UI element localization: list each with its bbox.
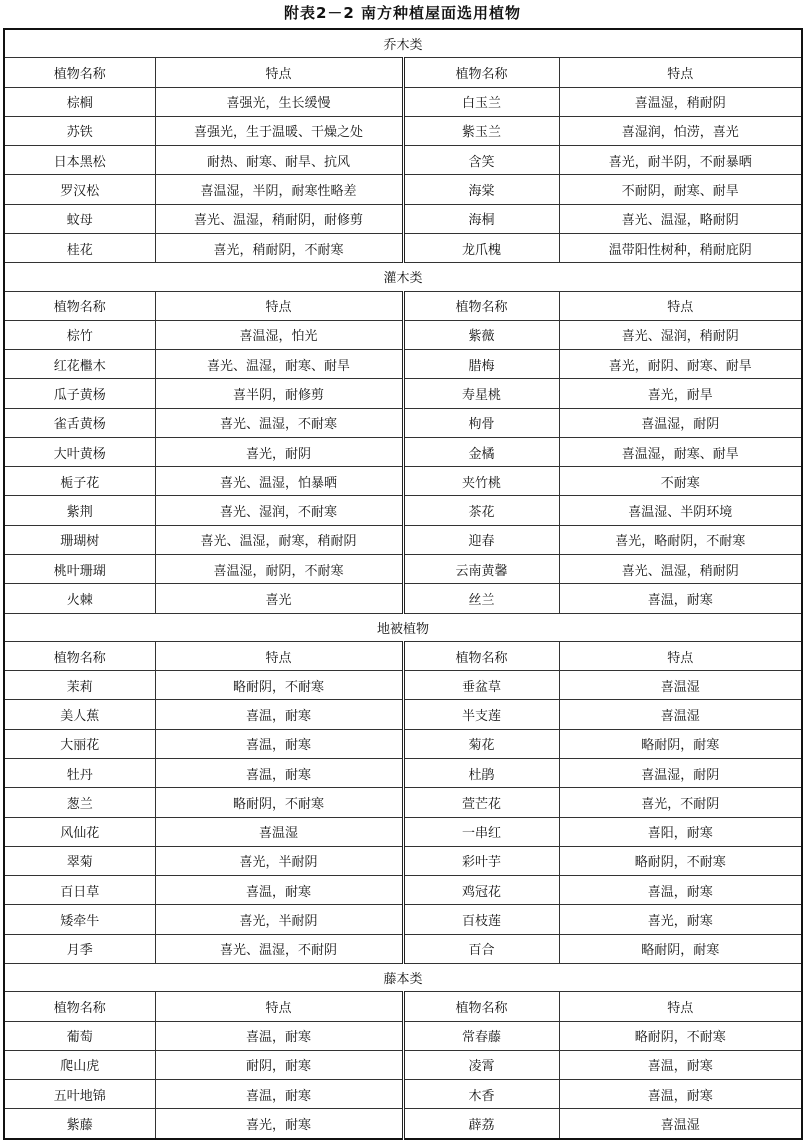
- plant-feature-cell: 温带阳性树种，稍耐庇阴: [559, 233, 802, 262]
- plant-name-cell: 金橘: [403, 437, 559, 466]
- table-row: [4, 408, 802, 437]
- plant-name-cell: 瓜子黄杨: [4, 379, 155, 408]
- plant-feature-cell: 喜光，耐半阴，不耐暴晒: [559, 146, 802, 175]
- plant-name-cell: 蚊母: [4, 204, 155, 233]
- column-header-feature: 特点: [559, 992, 802, 1021]
- section-header-row: [4, 263, 802, 291]
- plant-feature-cell: 喜温湿: [155, 817, 403, 846]
- plant-name-cell: 珊瑚树: [4, 525, 155, 554]
- plant-name-cell: 迎春: [403, 525, 559, 554]
- plant-feature-cell: 喜温，耐寒: [155, 759, 403, 788]
- table-row: [4, 729, 802, 758]
- plant-feature-cell: 喜温湿，耐阴: [559, 759, 802, 788]
- plant-feature-cell: 喜半阴，耐修剪: [155, 379, 403, 408]
- plant-name-cell: 寿星桃: [403, 379, 559, 408]
- plant-name-cell: 栀子花: [4, 467, 155, 496]
- plant-name-cell: 矮牵牛: [4, 905, 155, 934]
- plant-name-cell: 大丽花: [4, 729, 155, 758]
- plant-feature-cell: 喜光，不耐阴: [559, 788, 802, 817]
- table-row: [4, 525, 802, 554]
- plant-feature-cell: 喜温湿、半阴环境: [559, 496, 802, 525]
- plant-feature-cell: 喜强光，生长缓慢: [155, 87, 403, 116]
- plant-name-cell: 半支莲: [403, 700, 559, 729]
- plant-feature-cell: 喜湿润，怕涝，喜光: [559, 116, 802, 145]
- table-row: [4, 146, 802, 175]
- table-row: [4, 846, 802, 875]
- column-header-name: 植物名称: [4, 641, 155, 670]
- plant-feature-cell: 耐热、耐寒、耐旱、抗风: [155, 146, 403, 175]
- plant-table-body: [4, 29, 802, 1139]
- table-row: [4, 1109, 802, 1139]
- plant-name-cell: 桂花: [4, 233, 155, 262]
- plant-feature-cell: 喜温湿，耐阴: [559, 408, 802, 437]
- plant-name-cell: 鸡冠花: [403, 876, 559, 905]
- plant-name-cell: 茉莉: [4, 671, 155, 700]
- plant-name-cell: 火棘: [4, 584, 155, 613]
- plant-feature-cell: 耐阴，耐寒: [155, 1050, 403, 1079]
- column-header-row: [4, 641, 802, 670]
- table-row: [4, 876, 802, 905]
- plant-name-cell: 紫藤: [4, 1109, 155, 1139]
- plant-name-cell: 雀舌黄杨: [4, 408, 155, 437]
- plant-name-cell: 葱兰: [4, 788, 155, 817]
- plant-name-cell: 杜鹃: [403, 759, 559, 788]
- table-row: [4, 1050, 802, 1079]
- plant-name-cell: 紫薇: [403, 320, 559, 349]
- column-header-row: [4, 291, 802, 320]
- plant-name-cell: 白玉兰: [403, 87, 559, 116]
- table-row: [4, 934, 802, 963]
- column-header-name: 植物名称: [403, 641, 559, 670]
- plant-name-cell: 百枝莲: [403, 905, 559, 934]
- plant-name-cell: 薜荔: [403, 1109, 559, 1139]
- plant-name-cell: 垂盆草: [403, 671, 559, 700]
- table-row: [4, 788, 802, 817]
- plant-name-cell: 一串红: [403, 817, 559, 846]
- section-header-row: [4, 963, 802, 991]
- plant-name-cell: 美人蕉: [4, 700, 155, 729]
- plant-feature-cell: 喜光，耐阴: [155, 437, 403, 466]
- section-title: 藤本类: [4, 963, 802, 991]
- plant-feature-cell: 喜温，耐寒: [559, 1080, 802, 1109]
- plant-name-cell: 紫荆: [4, 496, 155, 525]
- plant-feature-cell: 喜温湿: [559, 671, 802, 700]
- plant-feature-cell: 喜温湿，耐阴，不耐寒: [155, 555, 403, 584]
- plant-feature-cell: 喜温，耐寒: [155, 876, 403, 905]
- plant-name-cell: 云南黄馨: [403, 555, 559, 584]
- plant-feature-cell: 喜光、温湿，稍耐阴: [559, 555, 802, 584]
- plant-feature-cell: 喜强光，生于温暖、干燥之处: [155, 116, 403, 145]
- plant-name-cell: 葡萄: [4, 1021, 155, 1050]
- plant-feature-cell: 喜光、温湿，耐寒，稍耐阴: [155, 525, 403, 554]
- plant-feature-cell: 喜温，耐寒: [559, 1050, 802, 1079]
- section-header-row: [4, 29, 802, 58]
- plant-name-cell: 夹竹桃: [403, 467, 559, 496]
- plant-feature-cell: 不耐阴，耐寒、耐旱: [559, 175, 802, 204]
- column-header-name: 植物名称: [403, 58, 559, 87]
- plant-feature-cell: 喜温湿，稍耐阴: [559, 87, 802, 116]
- plant-name-cell: 桃叶珊瑚: [4, 555, 155, 584]
- plant-feature-cell: 喜光、温湿，耐寒、耐旱: [155, 350, 403, 379]
- plant-feature-cell: 喜温，耐寒: [559, 876, 802, 905]
- plant-feature-cell: 略耐阴，不耐寒: [155, 788, 403, 817]
- table-row: [4, 671, 802, 700]
- plant-name-cell: 风仙花: [4, 817, 155, 846]
- table-row: [4, 350, 802, 379]
- column-header-row: [4, 992, 802, 1021]
- plant-name-cell: 月季: [4, 934, 155, 963]
- plant-feature-cell: 喜温湿，怕光: [155, 320, 403, 349]
- plant-feature-cell: 喜温湿，半阴，耐寒性略差: [155, 175, 403, 204]
- plant-feature-cell: 喜阳，耐寒: [559, 817, 802, 846]
- table-row: [4, 437, 802, 466]
- plant-name-cell: 棕竹: [4, 320, 155, 349]
- table-row: [4, 905, 802, 934]
- column-header-feature: 特点: [155, 641, 403, 670]
- plant-feature-cell: 喜光，稍耐阴，不耐寒: [155, 233, 403, 262]
- plant-feature-cell: 喜光: [155, 584, 403, 613]
- plant-feature-cell: 略耐阴，不耐寒: [559, 1021, 802, 1050]
- table-row: [4, 1021, 802, 1050]
- plant-name-cell: 龙爪槐: [403, 233, 559, 262]
- plant-name-cell: 菊花: [403, 729, 559, 758]
- plant-feature-cell: 喜光、温湿，稍耐阴，耐修剪: [155, 204, 403, 233]
- column-header-feature: 特点: [155, 291, 403, 320]
- table-row: [4, 555, 802, 584]
- plant-name-cell: 含笑: [403, 146, 559, 175]
- plant-feature-cell: 略耐阴，耐寒: [559, 934, 802, 963]
- plant-name-cell: 枸骨: [403, 408, 559, 437]
- plant-feature-cell: 喜温湿，耐寒、耐旱: [559, 437, 802, 466]
- plant-feature-cell: 喜光、温湿，不耐阴: [155, 934, 403, 963]
- column-header-name: 植物名称: [403, 291, 559, 320]
- table-row: [4, 379, 802, 408]
- plant-name-cell: 爬山虎: [4, 1050, 155, 1079]
- column-header-feature: 特点: [559, 641, 802, 670]
- table-row: [4, 584, 802, 613]
- table-row: [4, 87, 802, 116]
- plant-feature-cell: 喜光，半耐阴: [155, 846, 403, 875]
- plant-name-cell: 百合: [403, 934, 559, 963]
- plant-name-cell: 萱芒花: [403, 788, 559, 817]
- plant-name-cell: 牡丹: [4, 759, 155, 788]
- plant-feature-cell: 喜温，耐寒: [559, 584, 802, 613]
- plant-name-cell: 日本黑松: [4, 146, 155, 175]
- plant-name-cell: 彩叶芋: [403, 846, 559, 875]
- table-row: [4, 116, 802, 145]
- column-header-name: 植物名称: [403, 992, 559, 1021]
- table-row: [4, 320, 802, 349]
- section-title: 地被植物: [4, 613, 802, 641]
- plant-name-cell: 翠菊: [4, 846, 155, 875]
- table-row: [4, 175, 802, 204]
- column-header-feature: 特点: [559, 291, 802, 320]
- plant-feature-cell: 不耐寒: [559, 467, 802, 496]
- plant-name-cell: 红花檵木: [4, 350, 155, 379]
- plant-feature-cell: 喜温，耐寒: [155, 1021, 403, 1050]
- plant-name-cell: 腊梅: [403, 350, 559, 379]
- plant-feature-cell: 略耐阴，不耐寒: [155, 671, 403, 700]
- plant-name-cell: 凌霄: [403, 1050, 559, 1079]
- plant-feature-cell: 喜温，耐寒: [155, 1080, 403, 1109]
- plant-feature-cell: 喜光、湿润，不耐寒: [155, 496, 403, 525]
- table-row: [4, 204, 802, 233]
- column-header-feature: 特点: [559, 58, 802, 87]
- plant-name-cell: 丝兰: [403, 584, 559, 613]
- column-header-feature: 特点: [155, 992, 403, 1021]
- plant-name-cell: 常春藤: [403, 1021, 559, 1050]
- plant-feature-cell: 喜光，耐寒: [155, 1109, 403, 1139]
- plant-name-cell: 棕榈: [4, 87, 155, 116]
- column-header-row: [4, 58, 802, 87]
- plant-name-cell: 紫玉兰: [403, 116, 559, 145]
- table-row: [4, 700, 802, 729]
- table-row: [4, 233, 802, 262]
- table-row: [4, 467, 802, 496]
- plant-feature-cell: 喜温，耐寒: [155, 729, 403, 758]
- table-row: [4, 496, 802, 525]
- table-row: [4, 1080, 802, 1109]
- plant-feature-cell: 喜光、温湿，怕暴晒: [155, 467, 403, 496]
- plant-feature-cell: 喜光、湿润，稍耐阴: [559, 320, 802, 349]
- plant-feature-cell: 喜光、温湿，不耐寒: [155, 408, 403, 437]
- plant-name-cell: 海棠: [403, 175, 559, 204]
- plant-name-cell: 苏铁: [4, 116, 155, 145]
- column-header-feature: 特点: [155, 58, 403, 87]
- plant-feature-cell: 略耐阴，不耐寒: [559, 846, 802, 875]
- section-title: 灌木类: [4, 263, 802, 291]
- plant-feature-cell: 喜光，略耐阴，不耐寒: [559, 525, 802, 554]
- plant-name-cell: 茶花: [403, 496, 559, 525]
- plant-name-cell: 五叶地锦: [4, 1080, 155, 1109]
- table-title: 附表2－2 南方种植屋面选用植物: [283, 4, 522, 22]
- plant-feature-cell: 喜温，耐寒: [155, 700, 403, 729]
- column-header-name: 植物名称: [4, 58, 155, 87]
- plant-name-cell: 大叶黄杨: [4, 437, 155, 466]
- column-header-name: 植物名称: [4, 291, 155, 320]
- plant-name-cell: 百日草: [4, 876, 155, 905]
- plant-name-cell: 木香: [403, 1080, 559, 1109]
- plant-feature-cell: 喜光，耐旱: [559, 379, 802, 408]
- plant-feature-cell: 喜温湿: [559, 700, 802, 729]
- plant-table: [3, 28, 803, 1140]
- table-row: [4, 759, 802, 788]
- section-title: 乔木类: [4, 29, 802, 58]
- section-header-row: [4, 613, 802, 641]
- plant-feature-cell: 喜光，半耐阴: [155, 905, 403, 934]
- plant-feature-cell: 喜光、温湿，略耐阴: [559, 204, 802, 233]
- plant-feature-cell: 略耐阴，耐寒: [559, 729, 802, 758]
- plant-feature-cell: 喜光，耐阴、耐寒、耐旱: [559, 350, 802, 379]
- plant-feature-cell: 喜温湿: [559, 1109, 802, 1139]
- column-header-name: 植物名称: [4, 992, 155, 1021]
- plant-feature-cell: 喜光，耐寒: [559, 905, 802, 934]
- plant-name-cell: 罗汉松: [4, 175, 155, 204]
- table-row: [4, 817, 802, 846]
- plant-name-cell: 海桐: [403, 204, 559, 233]
